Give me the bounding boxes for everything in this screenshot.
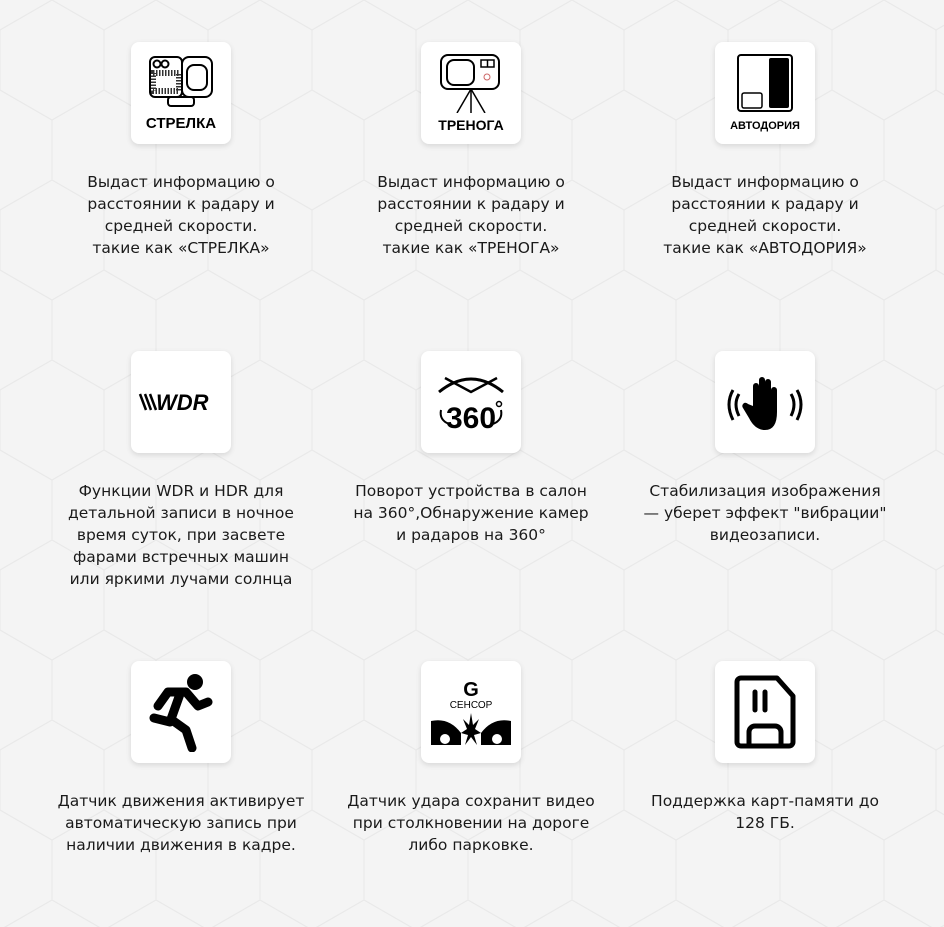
wdr-card <box>131 351 231 453</box>
g-label: G <box>463 678 479 701</box>
stabilization-hand-icon <box>725 372 805 432</box>
feature-description: Поворот устройства в салон на 360°,Обнаружение камер и радаров на 360° <box>353 482 589 544</box>
feature-description: Выдаст информацию о расстоянии к радару и средней скорости. такие как «АВТОДОРИЯ» <box>663 173 867 257</box>
feature-wdr <box>36 351 326 590</box>
feature-description: Датчик удара сохранит видео при столкновении на дороге либо парковке. <box>347 792 595 854</box>
wdr-icon <box>136 390 226 414</box>
sd-card-card <box>715 661 815 763</box>
feature-description: Датчик движения активирует автоматическую запись при наличии движения в кадре. <box>57 792 305 854</box>
feature-strelka <box>36 42 326 259</box>
sensor-label: СЕНСОР <box>449 699 493 711</box>
sd-card-icon <box>733 674 797 750</box>
avtodoria-label: АВТОДОРИЯ <box>730 120 800 132</box>
tripod-camera-icon <box>439 53 503 113</box>
stabilization-card <box>715 351 815 453</box>
feature-description: Стабилизация изображения — уберет эффект "вибрации" видеозаписи. <box>643 482 887 544</box>
rotate-360-icon <box>435 370 507 434</box>
strelka-label: СТРЕЛКА <box>145 114 217 132</box>
running-man-icon <box>146 672 216 752</box>
feature-stabilization <box>620 351 910 546</box>
svg-text:360: 360 <box>445 402 497 434</box>
motion-card <box>131 661 231 763</box>
feature-motion-sensor <box>36 661 326 856</box>
strelka-camera-icon <box>148 55 214 109</box>
feature-description: Функции WDR и HDR для детальной записи в ночное время суток, при засвете фарами встречных машин или яркими лучами солнца <box>68 482 294 588</box>
trenoga-label: ТРЕНОГА <box>438 117 504 133</box>
feature-avtodoria <box>620 42 910 259</box>
rotate-360-card <box>421 351 521 453</box>
avtodoria-card <box>715 42 815 144</box>
trenoga-card <box>421 42 521 144</box>
svg-text:WDR: WDR <box>156 390 209 414</box>
strelka-card <box>131 42 231 144</box>
feature-description: Выдаст информацию о расстоянии к радару и средней скорости. такие как «СТРЕЛКА» <box>87 173 275 257</box>
feature-description: Выдаст информацию о расстоянии к радару и средней скорости. такие как «ТРЕНОГА» <box>377 173 565 257</box>
avtodoria-camera-icon <box>737 54 793 112</box>
feature-description: Поддержка карт-памяти до 128 ГБ. <box>651 792 879 832</box>
g-sensor-card <box>421 661 521 763</box>
g-sensor-crash-icon <box>429 711 513 745</box>
feature-sd-card <box>620 661 910 834</box>
feature-trenoga <box>326 42 616 259</box>
feature-360 <box>326 351 616 546</box>
feature-g-sensor <box>326 661 616 856</box>
